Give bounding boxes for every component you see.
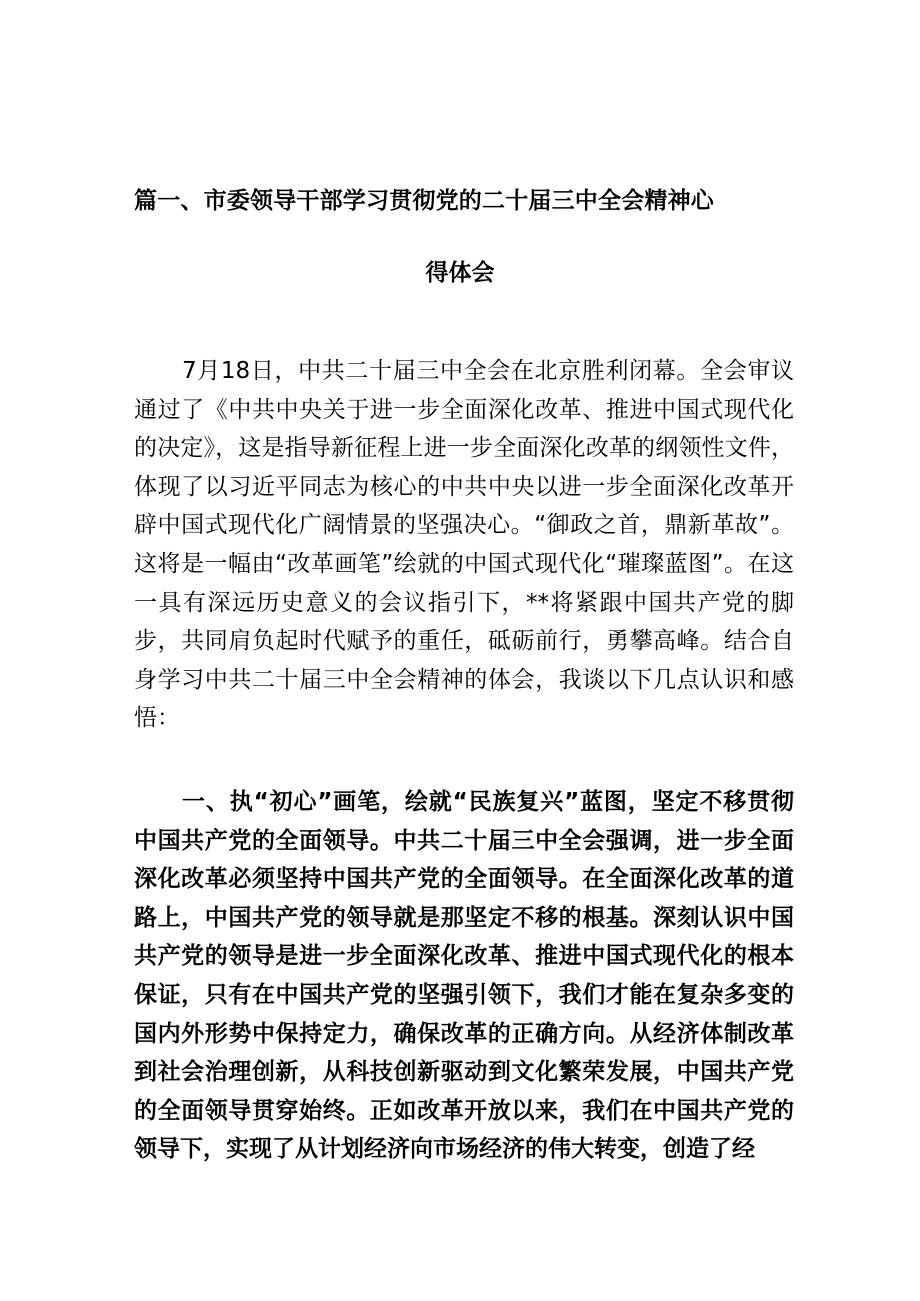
intro-paragraph: 7月18日，中共二十届三中全会在北京胜利闭幕。全会审议通过了《中共中央关于进一步全面深化改革、推进中国式现代化的决定》，这是指导新征程上进一步全面深化改革的纲领性文件，体现了以习近平同志为核心的中共中央以进一步全面深化改革开辟中国式现代化广阔情景的坚强决心。“御政之首，鼎新革故”。这将是一幅由“改革画笔”绘就的中国式现代化“璀璨蓝图”。在这一具有深远历史意义的会议指引下，**将紧跟中国共产党的脚步，共同肩负起时代赋予的重任，砥砺前行，勇攀高峰。结合自身学习中共二十届三中全会精神的体会，我谈以下几点认识和感悟： bbox=[134, 358, 794, 732]
section-one-paragraph: 一、执“初心”画笔，绘就“民族复兴”蓝图，坚定不移贯彻中国共产党的全面领导。中共二十届三中全会强调，进一步全面深化改革必须坚持中国共产党的全面领导。在全面深化改革的道路上，中国共产党的领导就是那坚定不移的根基。深刻认识中国共产党的领导是进一步全面深化改革、推进中国式现代化的根本保证，只有在中国共产党的坚强引领下，我们才能在复杂多变的国内外形势中保持定力，确保改革的正确方向。从经济体制改革到社会治理创新，从科技创新驱动到文化繁荣发展，中国共产党的全面领导贯穿始终。正如改革开放以来，我们在中国共产党的领导下，实现了从计划经济向市场经济的伟大转变，创造了经 bbox=[134, 789, 794, 1163]
document-title-line-1: 篇一、市委领导干部学习贯彻党的二十届三中全会精神心 bbox=[134, 188, 714, 214]
document-title-line-2: 得体会 bbox=[425, 260, 495, 286]
